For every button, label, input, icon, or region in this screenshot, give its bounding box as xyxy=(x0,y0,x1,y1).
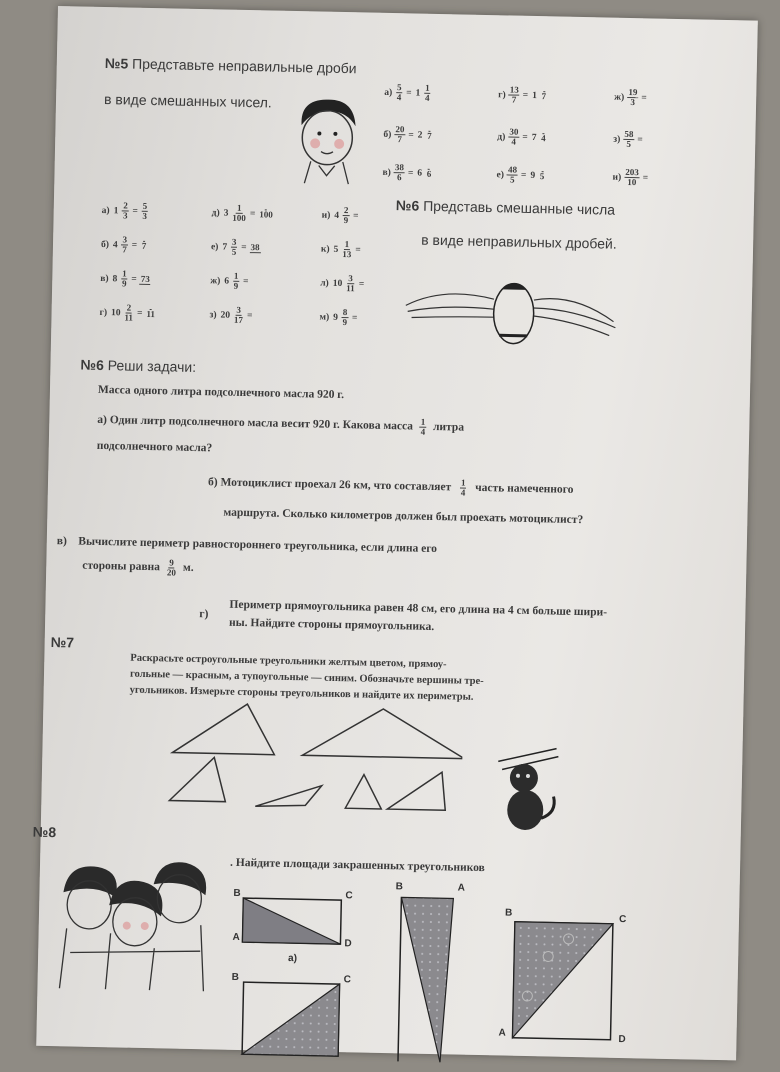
problem-v-text2: стороны равна xyxy=(82,558,160,575)
item-letter: в) xyxy=(382,167,391,177)
answer-fraction xyxy=(258,209,274,219)
fig-a-point-d: D xyxy=(344,938,351,949)
item-fraction-num: 2 xyxy=(126,303,133,313)
sec6-item xyxy=(208,271,251,291)
answer-fraction-den: 100 xyxy=(258,210,274,219)
answer-fraction xyxy=(141,202,149,221)
triangles-figure xyxy=(161,700,463,816)
problem-b-frac-den: 4 xyxy=(459,489,467,498)
item-fraction-den: 9 xyxy=(342,216,350,225)
cat-illustration xyxy=(493,745,563,836)
problem-g-line2: ны. Найдите стороны прямоугольника. xyxy=(229,616,434,636)
item-fraction xyxy=(121,201,129,220)
answer-fraction-den: 11 xyxy=(145,309,156,318)
item-fraction xyxy=(394,163,405,182)
problem-b-line1 xyxy=(208,473,574,500)
item-whole: 10 xyxy=(111,308,121,318)
answer-fraction xyxy=(540,91,548,101)
equals-sign: = xyxy=(643,173,649,183)
equals-sign: = xyxy=(523,90,529,100)
item-whole: 9 xyxy=(333,312,338,322)
equals-sign: = xyxy=(353,211,359,221)
sec7-line1: Раскрасьте остроугольные треугольники желтым цветом, прямоу- xyxy=(130,652,447,672)
sec7-line3: угольников. Измерьте стороны треугольников и найдите их периметры. xyxy=(130,684,474,704)
item-whole: 4 xyxy=(334,210,339,220)
problem-a-fraction xyxy=(419,418,427,437)
sec6a-title-line1: Представь смешанные числа xyxy=(423,198,615,218)
sec7-number: №7 xyxy=(51,634,75,650)
sec5-item xyxy=(611,130,645,150)
equals-sign: = xyxy=(132,240,138,250)
figure-a xyxy=(226,882,370,1065)
equals-sign: = xyxy=(137,308,143,318)
answer-fraction xyxy=(249,243,260,253)
sec6-exercises xyxy=(58,6,758,21)
item-fraction-den: 9 xyxy=(120,279,128,288)
triangle-6 xyxy=(387,771,446,810)
problem-b-text: б) Мотоциклист проехал 26 км, что составляет xyxy=(208,475,451,496)
sec8-number: №8 xyxy=(33,824,57,840)
answer-fraction-num: 1 xyxy=(424,84,431,94)
fig-b-point-a: A xyxy=(457,883,464,894)
item-fraction-num: 13 xyxy=(509,85,520,95)
item-fraction xyxy=(509,85,520,104)
item-fraction-num: 1 xyxy=(344,240,351,250)
figure-b xyxy=(392,893,466,1064)
item-fraction xyxy=(120,269,128,288)
item-letter: д) xyxy=(212,208,220,218)
fig-c-point-d: D xyxy=(618,1034,625,1045)
item-fraction-den: 5 xyxy=(230,248,238,257)
problem-a-line2: подсолнечного масла? xyxy=(97,439,213,457)
fig-a-point-b: B xyxy=(233,888,240,899)
problem-g-letter: г) xyxy=(199,607,208,623)
equals-sign: = xyxy=(247,311,253,321)
item-fraction xyxy=(120,235,128,254)
item-letter: а) xyxy=(384,87,392,97)
problem-v-frac-num: 9 xyxy=(168,558,175,568)
item-fraction-den: 17 xyxy=(233,316,244,325)
equals-sign: = xyxy=(352,313,358,323)
item-fraction-den: 11 xyxy=(345,284,356,293)
triangle-3 xyxy=(169,757,226,802)
item-fraction-num: 1 xyxy=(121,269,128,279)
answer-fraction xyxy=(140,274,151,284)
answer-fraction-den: 7 xyxy=(425,131,433,140)
boy-face-illustration xyxy=(292,95,364,186)
item-fraction-num: 2 xyxy=(122,201,129,211)
item-letter: и) xyxy=(322,210,331,220)
problem-b-line2: маршрута. Сколько километров должен был проехать мотоциклист? xyxy=(223,506,583,529)
problem-a-frac-num: 1 xyxy=(420,418,427,428)
item-fraction-num: 19 xyxy=(627,88,638,98)
equals-sign: = xyxy=(521,170,527,180)
item-fraction-num: 8 xyxy=(342,308,349,318)
problem-intro: Масса одного литра подсолнечного масла 920 г. xyxy=(98,383,344,404)
sec5-number: №5 xyxy=(105,55,129,71)
sec5-item xyxy=(382,83,432,103)
equals-sign: = xyxy=(406,88,412,98)
sec5-item xyxy=(380,163,434,183)
sec5-title-line2: в виде смешанных чисел. xyxy=(104,91,272,111)
sec6-item xyxy=(319,206,360,226)
sec7-line2: гольные — красным, а тупоугольные — синим. Обозначьте вершины тре- xyxy=(130,668,484,689)
sec8-title: . Найдите площади закрашенных треугольников xyxy=(230,856,485,877)
item-letter: ж) xyxy=(614,92,624,102)
answer-fraction-den: 7 xyxy=(540,92,548,101)
answer-whole: 2 xyxy=(418,130,423,140)
item-whole: 1 xyxy=(114,206,119,216)
item-letter: б) xyxy=(383,129,391,139)
item-fraction xyxy=(507,165,518,184)
figure-c xyxy=(506,916,619,1048)
answer-whole: 7 xyxy=(532,132,537,142)
problem-a-tail: литра xyxy=(433,420,464,436)
item-letter: г) xyxy=(99,307,107,317)
item-fraction-den: 5 xyxy=(508,175,516,184)
item-fraction-den: 100 xyxy=(231,214,247,223)
item-fraction-num: 38 xyxy=(394,163,405,173)
problem-v-fraction xyxy=(166,558,177,577)
sec5-item xyxy=(494,165,547,185)
item-fraction-num: 3 xyxy=(231,238,238,248)
problem-g-line1: Периметр прямоугольника равен 48 см, его длина на 4 см больше шири- xyxy=(229,598,607,621)
item-fraction-den: 4 xyxy=(395,93,403,102)
item-fraction-num: 2 xyxy=(343,206,350,216)
problem-v-line1 xyxy=(57,534,438,557)
problem-b-frac-num: 1 xyxy=(460,479,467,489)
triangle-5 xyxy=(345,774,382,809)
item-whole: 8 xyxy=(112,274,117,284)
sec5-exercises xyxy=(58,6,758,21)
sec5-heading xyxy=(105,55,357,76)
sec6-item xyxy=(317,308,359,328)
item-letter: б) xyxy=(101,239,109,249)
item-whole: 10 xyxy=(333,278,343,288)
fig-a2-point-c: C xyxy=(344,974,351,985)
answer-whole: 1 xyxy=(532,90,537,100)
answer-fraction xyxy=(425,168,433,178)
item-letter: а) xyxy=(102,205,110,215)
problem-b-fraction xyxy=(459,479,467,498)
equals-sign: = xyxy=(408,168,414,178)
answer-fraction-num: 5 xyxy=(142,202,149,212)
item-fraction-num: 1 xyxy=(236,204,243,214)
item-letter: ж) xyxy=(210,276,220,286)
item-fraction-den: 3 xyxy=(629,98,637,107)
item-fraction-den: 6 xyxy=(395,173,403,182)
item-fraction xyxy=(627,88,638,107)
item-fraction-num: 30 xyxy=(508,127,519,137)
sec6-item xyxy=(209,237,262,257)
item-fraction xyxy=(230,238,238,257)
item-fraction-den: 10 xyxy=(626,178,637,187)
sec5-item xyxy=(495,127,549,147)
item-whole: 5 xyxy=(334,244,339,254)
item-whole: 7 xyxy=(222,242,227,252)
item-letter: л) xyxy=(320,278,329,288)
answer-fraction xyxy=(538,171,546,181)
item-letter: и) xyxy=(612,172,621,182)
item-letter: м) xyxy=(319,312,329,322)
sec6a-title-line2: в виде неправильных дробей. xyxy=(421,232,617,252)
item-fraction-num: 5 xyxy=(396,83,403,93)
answer-fraction xyxy=(539,133,547,143)
item-letter: д) xyxy=(497,132,505,142)
item-fraction-den: 7 xyxy=(120,245,128,254)
problem-v-line2 xyxy=(82,557,194,578)
item-fraction-den: 5 xyxy=(625,140,633,149)
answer-fraction-den: 3 xyxy=(141,212,149,221)
item-letter: в) xyxy=(100,273,109,283)
item-fraction-den: 9 xyxy=(341,318,349,327)
fig-b-point-b: B xyxy=(396,881,403,892)
item-fraction-num: 203 xyxy=(624,168,640,178)
sec5-item xyxy=(381,125,434,145)
item-fraction-den: 7 xyxy=(510,95,518,104)
item-letter: з) xyxy=(209,310,216,320)
answer-fraction-den: 4 xyxy=(423,94,431,103)
item-fraction-num: 3 xyxy=(347,274,354,284)
sec6-item xyxy=(318,274,366,294)
sec6a-number: №6 xyxy=(396,197,420,213)
sec5-item xyxy=(496,85,549,105)
item-fraction xyxy=(123,303,134,322)
sec6-item xyxy=(98,269,152,289)
problem-v-letter: в) xyxy=(57,535,67,547)
item-fraction xyxy=(233,306,244,325)
equals-sign: = xyxy=(243,276,249,286)
item-fraction-den: 7 xyxy=(396,135,404,144)
equals-sign: = xyxy=(641,93,647,103)
fig-c-point-a: A xyxy=(498,1027,505,1038)
sec5-item xyxy=(610,168,650,188)
answer-whole: 9 xyxy=(530,170,535,180)
answer-fraction xyxy=(425,130,433,140)
item-fraction-den: 3 xyxy=(121,211,129,220)
fig-a-point-c: C xyxy=(345,890,352,901)
fig-a-point-a: A xyxy=(232,932,239,943)
triangle-4 xyxy=(255,784,321,807)
equals-sign: = xyxy=(250,209,256,219)
sec6-item xyxy=(319,240,363,260)
sec6-item xyxy=(99,235,149,255)
answer-fraction-num: 38 xyxy=(249,243,260,253)
answer-fraction xyxy=(140,240,148,250)
equals-sign: = xyxy=(637,135,643,145)
item-fraction xyxy=(341,308,349,327)
item-letter: е) xyxy=(496,170,504,180)
item-fraction xyxy=(508,127,519,146)
sec6-item xyxy=(207,305,254,325)
item-fraction-num: 48 xyxy=(507,165,518,175)
item-fraction xyxy=(231,204,247,223)
item-fraction xyxy=(345,274,356,293)
fig-a2-point-b: B xyxy=(232,972,239,983)
item-fraction-den: 11 xyxy=(123,313,134,322)
item-fraction-den: 13 xyxy=(341,250,352,259)
equals-sign: = xyxy=(132,206,138,216)
triangle-2 xyxy=(302,707,463,758)
owl-illustration xyxy=(403,275,624,350)
item-fraction-num: 20 xyxy=(394,125,405,135)
item-fraction-num: 58 xyxy=(623,130,634,140)
answer-fraction-den: 6 xyxy=(425,169,433,178)
sec6b-heading xyxy=(80,357,196,375)
item-whole: 20 xyxy=(220,310,230,320)
answer-fraction xyxy=(145,308,156,318)
problem-v-tail: м. xyxy=(183,560,194,576)
item-fraction xyxy=(342,206,350,225)
item-fraction-den: 4 xyxy=(510,137,518,146)
item-fraction xyxy=(394,125,405,144)
item-whole: 6 xyxy=(224,276,229,286)
answer-whole: 6 xyxy=(417,168,422,178)
item-fraction-num: 3 xyxy=(121,235,128,245)
equals-sign: = xyxy=(408,130,414,140)
answer-fraction xyxy=(423,84,431,103)
item-whole: 3 xyxy=(224,208,229,218)
item-fraction xyxy=(623,130,634,149)
equals-sign: = xyxy=(522,132,528,142)
sec6-item xyxy=(97,303,157,323)
problem-a-text: а) Один литр подсолнечного масла весит 920 г. Какова масса xyxy=(97,413,413,435)
item-whole: 4 xyxy=(113,240,118,250)
item-fraction xyxy=(232,272,240,291)
item-letter: к) xyxy=(321,244,330,254)
kids-illustration xyxy=(49,852,212,995)
fig-c-point-c: C xyxy=(619,914,626,925)
equals-sign: = xyxy=(241,242,247,252)
sec6b-number: №6 xyxy=(80,357,104,373)
answer-fraction-den: 5 xyxy=(538,172,546,181)
triangle-1 xyxy=(172,703,275,755)
sec6-item xyxy=(100,201,150,221)
problem-a-frac-den: 4 xyxy=(419,428,427,437)
item-fraction xyxy=(624,168,640,187)
worksheet-page xyxy=(36,6,758,1060)
item-letter: з) xyxy=(613,134,620,144)
problem-a-line1 xyxy=(97,411,464,438)
problem-v-text: Вычислите периметр равностороннего треугольника, если длина его xyxy=(78,536,437,556)
equals-sign: = xyxy=(359,279,365,289)
answer-fraction-den: 7 xyxy=(140,241,148,250)
sec5-item xyxy=(612,88,649,108)
item-fraction-num: 1 xyxy=(233,272,240,282)
sec5-title-line1: Представьте неправильные дроби xyxy=(132,56,357,77)
answer-fraction-num: 73 xyxy=(140,274,151,284)
item-letter: е) xyxy=(211,242,219,252)
item-fraction-num: 3 xyxy=(235,306,242,316)
sec6-item xyxy=(210,203,276,223)
sec6a-heading xyxy=(396,197,615,218)
answer-fraction-den: 4 xyxy=(539,134,547,143)
item-fraction xyxy=(395,83,403,102)
fig-a-caption: а) xyxy=(288,953,297,964)
item-fraction xyxy=(341,240,352,259)
answer-whole: 1 xyxy=(415,88,420,98)
sec6b-title: Реши задачи: xyxy=(108,357,197,375)
problem-v-frac-den: 20 xyxy=(166,568,177,577)
item-letter: г) xyxy=(498,90,506,100)
item-fraction-den: 9 xyxy=(232,282,240,291)
equals-sign: = xyxy=(355,245,361,255)
equals-sign: = xyxy=(131,274,137,284)
fig-c-point-b: B xyxy=(505,908,512,919)
problem-b-tail: часть намеченного xyxy=(475,481,574,499)
